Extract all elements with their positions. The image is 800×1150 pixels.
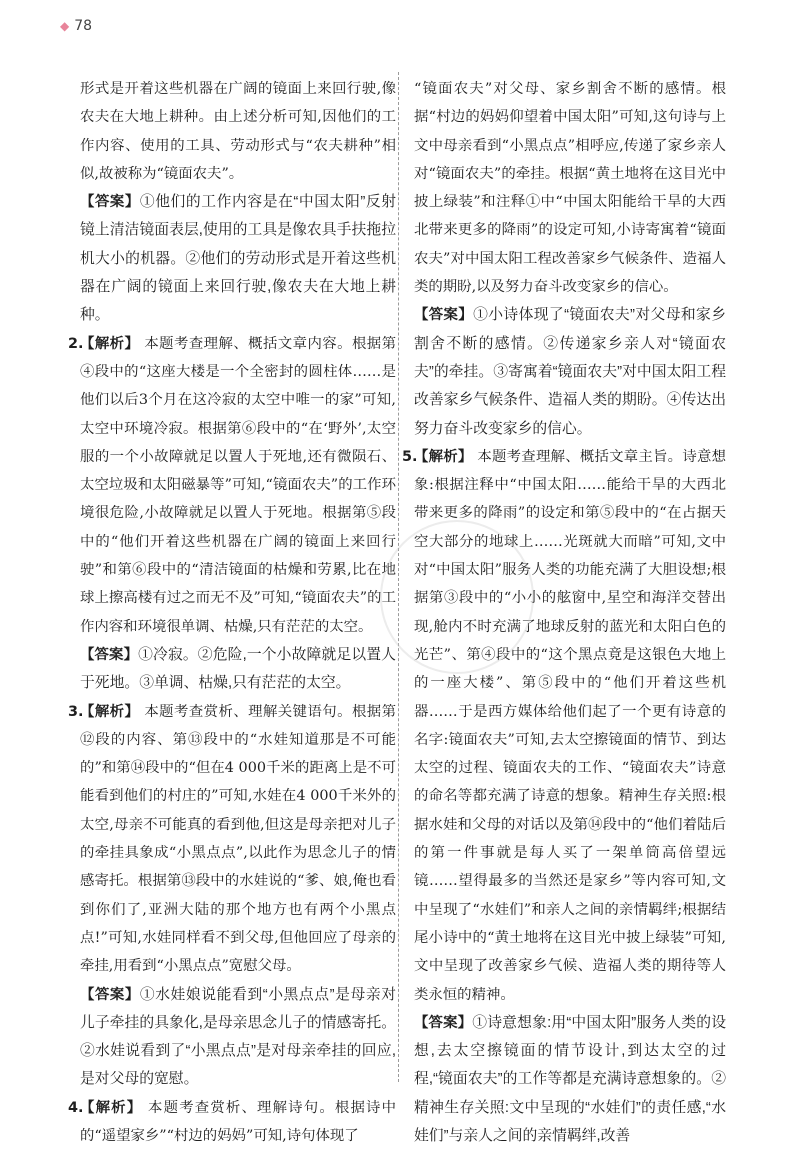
answer-2 <box>80 641 396 698</box>
question-2 <box>68 330 396 641</box>
answer-4 <box>414 301 726 442</box>
answer-tag: 【答案】 <box>414 307 474 324</box>
answer-tag: 【答案】 <box>80 986 140 1003</box>
page-number-text: 78 <box>74 18 93 34</box>
bullet-dot-icon: ◆ <box>60 19 70 33</box>
question-4 <box>68 1094 396 1150</box>
analysis-text: 本题考查理解、概括文章内容。根据第④段中的“这座大楼是一个全密封的圆柱体……是他们以后3个月在这冷寂的太空中唯一的家”可知,太空中环境冷寂。根据第⑥段中的“在‘野外’,太空服的一个小故障就足以置人于死地,还有微陨石、太空垃圾和太阳磁暴等”可知,“镜面农夫”的工作环境很危险,小故障就足以置人于死地。根据第⑤段中的“他们开着这些机器在广阔的镜面上来回行驶”和第⑥段中的“清洁镜面的枯燥和劳累,比在地球上擦高楼有过之而无不及”可知,“镜面农夫”的工作内容和环境很单调、枯燥,只有茫茫的太空。 <box>80 335 396 635</box>
intro-paragraph: 形式是开着这些机器在广阔的镜面上来回行驶,像农夫在大地上耕种。由上述分析可知,因他们的工作内容、使用的工具、劳动形式与“农夫耕种”相似,故被称为“镜面农夫”。 <box>80 81 396 182</box>
answer-3 <box>80 981 396 1094</box>
answer-text: ①诗意想象:用“中国太阳”服务人类的设想,去太空擦镜面的情节设计,到达太空的过程,“镜面农夫”的工作等都是充满诗意想象的。②精神生存关照:文中呈现的“水娃们”的责任感,“水娃们”与亲人之间的亲情羁绊,改善 <box>414 1014 726 1144</box>
answer-1 <box>80 188 396 329</box>
left-column <box>68 75 396 1150</box>
answer-text: ①冷寂。②危险,一个小故障就足以置人于死地。③单调、枯燥,只有茫茫的太空。 <box>80 646 396 692</box>
analysis-tag: 【解析】 <box>80 335 140 352</box>
answer-text: ①他们的工作内容是在“中国太阳”反射镜上清洁镜面表层,使用的工具是像农具手扶拖拉机大小的机器。②他们的劳动形式是开着这些机器在广阔的镜面上来回行驶,像农夫在大地上耕种。 <box>80 194 396 324</box>
question-number: 2. <box>68 335 84 352</box>
answer-text: ①小诗体现了“镜面农夫”对父母和家乡割舍不断的感情。②传递家乡亲人对“镜面农夫”的牵挂。③寄寓着“镜面农夫”对中国太阳工程改善家乡气候条件、造福人类的期盼。④传达出努力奋斗改变家乡的信心。 <box>414 307 726 437</box>
analysis-text: 本题考查赏析、理解诗句。根据诗中的“遥望家乡”“村边的妈妈”可知,诗句体现了 <box>80 1099 396 1144</box>
question-number: 5. <box>402 448 418 465</box>
answer-tag: 【答案】 <box>80 646 139 663</box>
continued-paragraph: “镜面农夫”对父母、家乡割舍不断的感情。根据“村边的妈妈仰望着中国太阳”可知,这句诗与上文中母亲看到“小黑点点”相呼应,传递了家乡亲人对“镜面农夫”的牵挂。根据“黄土地将在这目光中披上绿装”和注释①中“中国太阳能给干旱的大西北带来更多的降雨”的设定可知,小诗寄寓着“镜面农夫”对中国太阳工程改善家乡气候条件、造福人类的期盼,以及努力奋斗改变家乡的信心。 <box>414 81 726 296</box>
question-number: 4. <box>68 1099 84 1116</box>
question-number: 3. <box>68 703 84 720</box>
analysis-tag: 【解析】 <box>414 448 473 465</box>
watermark-seal-icon <box>380 520 534 674</box>
answer-tag: 【答案】 <box>80 194 140 211</box>
answer-tag: 【答案】 <box>414 1014 473 1031</box>
analysis-tag: 【解析】 <box>80 703 140 720</box>
answer-text: ①水娃娘说能看到“小黑点点”是母亲对儿子牵挂的具象化,是母亲思念儿子的情感寄托。②水娃说看到了“小黑点点”是对母亲牵挂的回应,是对父母的宽慰。 <box>80 986 396 1088</box>
analysis-text: 本题考查理解、概括文章主旨。诗意想象:根据注释中“中国太阳……能给干旱的大西北带来更多的降雨”的设定和第⑤段中的“在占据天空大部分的地球上……光斑就大而暗”可知,文中对“中国太阳”服务人类的功能充满了大胆设想;根据第③段中的“小小的舷窗中,星空和海洋交替出现,舱内不时充满了地球反射的蓝光和太阳白色的光芒”、第④段中的“这个黑点竟是这银色大地上的一座大楼”、第⑤段中的“他们开着这些机器……于是西方媒体给他们起了一个更有诗意的名字:镜面农夫”可知,去太空擦镜面的情节、到达太空的过程、镜面农夫的工作、“镜面农夫”诗意的命名等都充满了诗意的想象。精神生存关照:根据水娃和父母的对话以及第⑭段中的“他们着陆后的第一件事就是每人买了一架单筒高倍望远镜……望得最多的当然还是家乡”等内容可知,文中呈现了“水娃们”和亲人之间的亲情羁绊;根据结尾小诗中的“黄土地将在这目光中披上绿装”可知,文中呈现了改善家乡气候、造福人类的期待等人类永恒的精神。 <box>414 448 726 1003</box>
answer-5 <box>414 1009 726 1150</box>
page-number <box>60 18 92 34</box>
analysis-text: 本题考查赏析、理解关键语句。根据第⑫段的内容、第⑬段中的“水娃知道那是不可能的”和第⑭段中的“但在4 000千米的距离上是不可能看到他们的村庄的”可知,水娃在4 000千米外的太空,母亲不可能真的看到他,但这是母亲把对儿子的牵挂具象成“小黑点点”,以此作为思念儿子的情感寄托。根据第⑬段中的水娃说的“爹、娘,俺也看到你们了,亚洲大陆的那个地方也有两个小黑点点!”可知,水娃同样看不到父母,但他回应了母亲的牵挂,用看到“小黑点点”宽慰父母。 <box>80 703 396 975</box>
question-3 <box>68 698 396 981</box>
analysis-tag: 【解析】 <box>80 1099 143 1116</box>
